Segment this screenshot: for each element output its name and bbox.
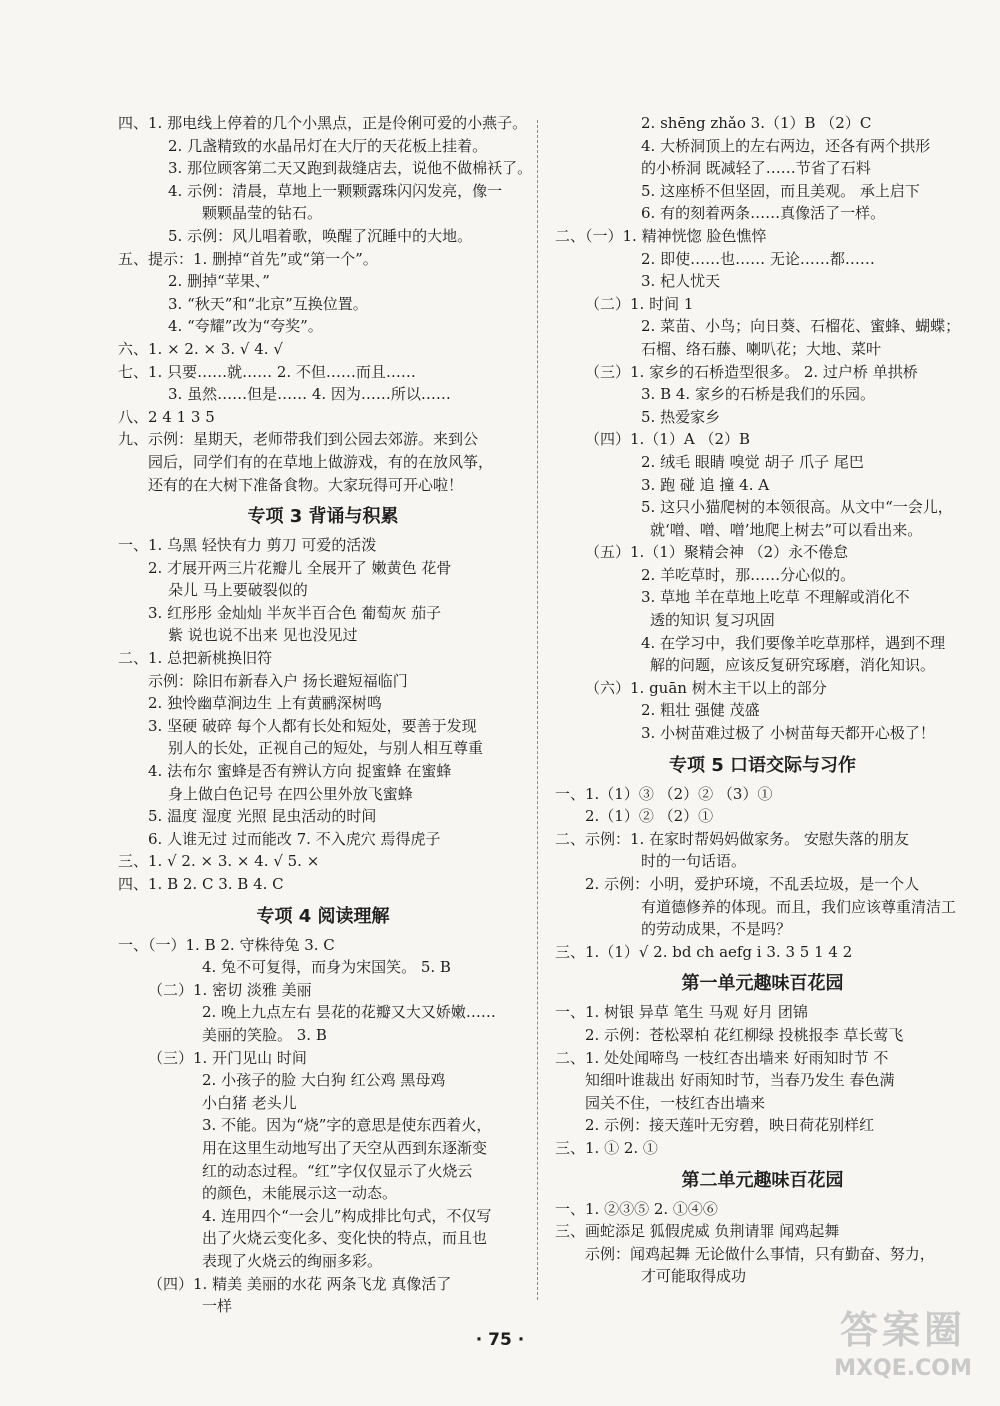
answer-line: 小白猪 老头儿 bbox=[202, 1093, 297, 1112]
answer-line: 三、1. √ 2. × 3. × 4. √ 5. × bbox=[118, 852, 320, 871]
answer-line: 的小桥洞 既减轻了……节省了石料 bbox=[641, 159, 871, 178]
section-heading: 第一单元趣味百花园 bbox=[681, 973, 844, 995]
answer-line: 2. 示例：小明，爱护环境，不乱丢垃圾，是一个人 bbox=[585, 875, 920, 893]
answer-line: 七、1. 只要……就…… 2. 不但……而且…… bbox=[118, 362, 416, 381]
answer-line: 石榴、络石藤、喇叭花；大地、菜叶 bbox=[641, 339, 882, 358]
answer-line: 2. 粗壮 强健 茂盛 bbox=[641, 701, 760, 720]
answer-line: 3. 那位顾客第二天又跑到裁缝店去，说他不做棉袄了。 bbox=[168, 159, 533, 178]
answer-line: 2. 示例：接天莲叶无穷碧，映日荷花别样红 bbox=[585, 1116, 875, 1135]
answer-line: 四、1. 那电线上停着的几个小黑点，正是伶俐可爱的小燕子。 bbox=[118, 114, 528, 132]
answer-line: 二、1. 处处闻啼鸟 一枝红杏出墙来 好雨知时节 不 bbox=[555, 1048, 889, 1067]
answer-line: 一样 bbox=[202, 1297, 233, 1316]
answer-line: 4. 连用四个“一会儿”构成排比句式，不仅写 bbox=[202, 1206, 492, 1225]
answer-line: 的劳动成果，不是吗？ bbox=[641, 920, 792, 939]
answer-line: 六、1. × 2. × 3. √ 4. √ bbox=[118, 339, 283, 358]
answer-line: 朵儿 马上要破裂似的 bbox=[168, 581, 308, 600]
answer-line: 4. 兔不可复得，而身为宋国笑。 5. B bbox=[202, 958, 451, 977]
answer-line: 5. 这座桥不但坚固，而且美观。 承上启下 bbox=[641, 181, 920, 200]
answer-line: 2. 独怜幽草涧边生 上有黄鹂深树鸣 bbox=[148, 694, 382, 713]
answer-line: 五、提示：1. 删掉“首先”或“第一个”。 bbox=[118, 249, 378, 268]
answer-line: 4. “夸耀”改为“夸奖”。 bbox=[168, 317, 323, 336]
answer-line: 3. 跑 碰 追 撞 4. A bbox=[641, 475, 770, 494]
answer-line: 4. 示例：清晨，草地上一颗颗露珠闪闪发亮，像一 bbox=[168, 181, 503, 200]
answer-line: 5. 热爱家乡 bbox=[641, 407, 721, 426]
answer-line: 4. 大桥洞顶上的左右两边，还各有两个拱形 bbox=[641, 136, 931, 155]
answer-line: 二、示例：1. 在家时帮妈妈做家务。 安慰失落的朋友 bbox=[555, 829, 909, 848]
answer-line: 2. 绒毛 眼睛 嗅觉 胡子 爪子 尾巴 bbox=[641, 452, 864, 471]
right-column bbox=[555, 112, 970, 1288]
answer-line: 红的动态过程。“红”字仅仅显示了火烧云 bbox=[202, 1161, 473, 1180]
answer-line: 的颜色，未能展示这一动态。 bbox=[202, 1184, 398, 1203]
section-heading: 专项 4 阅读理解 bbox=[256, 905, 390, 927]
answer-line: 出了火烧云变化多、变化快的特点，而且也 bbox=[202, 1229, 488, 1248]
answer-line: （三）1. 开门见山 时间 bbox=[148, 1048, 307, 1067]
answer-line: 5. 示例：风儿唱着歌，唤醒了沉睡中的大地。 bbox=[168, 226, 473, 245]
section-heading: 专项 3 背诵与积累 bbox=[247, 506, 399, 528]
answer-line: 一、1. 树银 异草 笔生 马观 好月 团锦 bbox=[555, 1003, 808, 1022]
answer-line: 紫 说也说不出来 见也没见过 bbox=[168, 626, 358, 645]
answer-line: （四）1.（1）A （2）B bbox=[585, 430, 751, 449]
answer-line: 颗颗晶莹的钻石。 bbox=[202, 204, 323, 223]
answer-line: 2.（1）② （2）① bbox=[585, 807, 714, 826]
answer-line: （二）1. 时间 1 bbox=[585, 294, 694, 313]
answer-line: 3. 小树苗难过极了 小树苗每天都开心极了！ bbox=[641, 724, 935, 743]
answer-line: 三、1.（1）√ 2. bd ch aefg i 3. 3 5 1 4 2 bbox=[555, 942, 853, 961]
answer-line: 5. 这只小猫爬树的本领很高。从文中“一会儿， bbox=[641, 498, 953, 517]
answer-line: 3. 杞人忧天 bbox=[641, 272, 721, 291]
answer-line: 三、1. ① 2. ① bbox=[555, 1138, 658, 1157]
answer-line: 就‘噌、噌、噌’地爬上树去”可以看出来。 bbox=[650, 520, 923, 539]
answer-line: 2. 小孩子的脸 大白狗 红公鸡 黑母鸡 bbox=[202, 1071, 446, 1090]
answer-line: 3. 红彤彤 金灿灿 半灰半百合色 葡萄灰 茄子 bbox=[148, 603, 442, 622]
answer-line: 知细叶谁裁出 好雨知时节，当春乃发生 春色满 bbox=[585, 1071, 895, 1090]
watermark-logo bbox=[828, 1304, 978, 1394]
answer-line: 三、画蛇添足 狐假虎威 负荆请罪 闻鸡起舞 bbox=[555, 1222, 840, 1241]
answer-line: 6. 人谁无过 过而能改 7. 不入虎穴 焉得虎子 bbox=[148, 829, 441, 848]
answer-line: 用在这里生动地写出了天空从西到东逐渐变 bbox=[202, 1138, 488, 1157]
answer-line: 2. 晚上九点左右 昙花的花瓣又大又娇嫩…… bbox=[202, 1003, 496, 1022]
answer-line: 2. 羊吃草时，那……分心似的。 bbox=[641, 565, 856, 584]
answer-line: 四、1. B 2. C 3. B 4. C bbox=[118, 875, 284, 893]
left-column bbox=[118, 112, 533, 1318]
section-heading: 专项 5 口语交际与习作 bbox=[668, 754, 857, 776]
answer-line: （四）1. 精美 美丽的水花 两条飞龙 真像活了 bbox=[148, 1274, 452, 1293]
page-number: · 75 · bbox=[475, 1330, 525, 1350]
answer-line: 时的一句话语。 bbox=[641, 852, 747, 871]
answer-line: 解的问题，应该反复研究琢磨，消化知识。 bbox=[650, 656, 936, 675]
answer-line: （六）1. guān 树木主干以上的部分 bbox=[585, 678, 827, 697]
answer-line: 园关不住，一枝红杏出墙来 bbox=[585, 1093, 766, 1112]
section-heading: 第二单元趣味百花园 bbox=[681, 1169, 844, 1191]
answer-line: 6. 有的刻着两条……真像活了一样。 bbox=[641, 204, 886, 223]
answer-line: 2. 才展开两三片花瓣儿 全展开了 嫩黄色 花骨 bbox=[148, 558, 452, 577]
watermark-text: 答案圈 bbox=[839, 1308, 966, 1352]
answer-line: 5. 温度 湿度 光照 昆虫活动的时间 bbox=[148, 807, 377, 826]
watermark-url: MXQE.COM bbox=[834, 1356, 972, 1381]
answer-line: 一、1.（1）③ （2）② （3）① bbox=[555, 784, 773, 803]
column-divider bbox=[537, 120, 538, 1300]
answer-line: 透的知识 复习巩固 bbox=[650, 611, 775, 630]
answer-line: 别人的长处，正视自己的短处，与别人相互尊重 bbox=[168, 739, 484, 758]
answer-line: 3. “秋天”和“北京”互换位置。 bbox=[168, 294, 368, 313]
answer-line: 2. shēng zhǎo 3.（1）B （2）C bbox=[641, 114, 872, 132]
answer-line: 3. 不能。因为“烧”字的意思是使东西着火， bbox=[202, 1116, 492, 1135]
answer-line: 4. 在学习中，我们要像羊吃草那样，遇到不理 bbox=[641, 633, 946, 652]
answer-line: （三）1. 家乡的石桥造型很多。 2. 过户桥 单拱桥 bbox=[585, 362, 918, 381]
answer-line: 2. 示例：苍松翠柏 花红柳绿 投桃报李 草长莺飞 bbox=[585, 1025, 904, 1044]
answer-line: 2. 删掉“苹果、” bbox=[168, 272, 270, 291]
answer-line: 2. 即使……也…… 无论……都…… bbox=[641, 249, 875, 268]
answer-line: （五）1.（1）聚精会神 （2）永不倦怠 bbox=[585, 543, 849, 562]
answer-line: 才可能取得成功 bbox=[641, 1267, 747, 1286]
answer-line: 还有的在大树下准备食物。大家玩得可开心啦！ bbox=[148, 475, 464, 494]
answer-line: 2. 菜苗、小鸟；向日葵、石榴花、蜜蜂、蝴蝶； bbox=[641, 317, 961, 336]
answer-line: 园后，同学们有的在草地上做游戏，有的在放风筝， bbox=[148, 452, 494, 471]
answer-line: 示例：除旧布新春入户 扬长避短福临门 bbox=[148, 671, 408, 690]
answer-line: 3. 坚硬 破碎 每个人都有长处和短处，要善于发现 bbox=[148, 716, 477, 735]
answer-line: 美丽的笑脸。 3. B bbox=[202, 1025, 327, 1044]
answer-line: （二）1. 密切 淡雅 美丽 bbox=[148, 980, 312, 999]
answer-line: 3. B 4. 家乡的石桥是我们的乐园。 bbox=[641, 385, 875, 404]
answer-line: 有道德修养的体现。而且，我们应该尊重清洁工 bbox=[641, 897, 957, 916]
answer-line: 一、1. ②③⑤ 2. ①④⑥ bbox=[555, 1199, 718, 1218]
answer-line: 二、1. 总把新桃换旧符 bbox=[118, 649, 273, 668]
answer-line: 2. 几盏精致的水晶吊灯在大厅的天花板上挂着。 bbox=[168, 136, 488, 155]
answer-line: 3. 草地 羊在草地上吃草 不理解或消化不 bbox=[641, 588, 910, 607]
answer-line: 八、2 4 1 3 5 bbox=[118, 407, 215, 426]
answer-line: 一、1. 乌黑 轻快有力 剪刀 可爱的活泼 bbox=[118, 536, 377, 555]
answer-line: 示例：闻鸡起舞 无论做什么事情，只有勤奋、努力， bbox=[585, 1244, 935, 1263]
answer-line: 4. 法布尔 蜜蜂是否有辨认方向 捉蜜蜂 在蜜蜂 bbox=[148, 762, 452, 781]
answer-line: 二、（一）1. 精神恍惚 脸色憔悴 bbox=[555, 226, 767, 245]
answer-line: 表现了火烧云的绚丽多彩。 bbox=[202, 1251, 383, 1270]
answer-line: 身上做白色记号 在四公里外放飞蜜蜂 bbox=[168, 784, 413, 803]
answer-line: 3. 虽然……但是…… 4. 因为……所以…… bbox=[168, 385, 451, 404]
answer-line: 九、示例：星期天，老师带我们到公园去郊游。来到公 bbox=[118, 430, 479, 449]
answer-line: 一、（一）1. B 2. 守株待兔 3. C bbox=[118, 935, 335, 954]
